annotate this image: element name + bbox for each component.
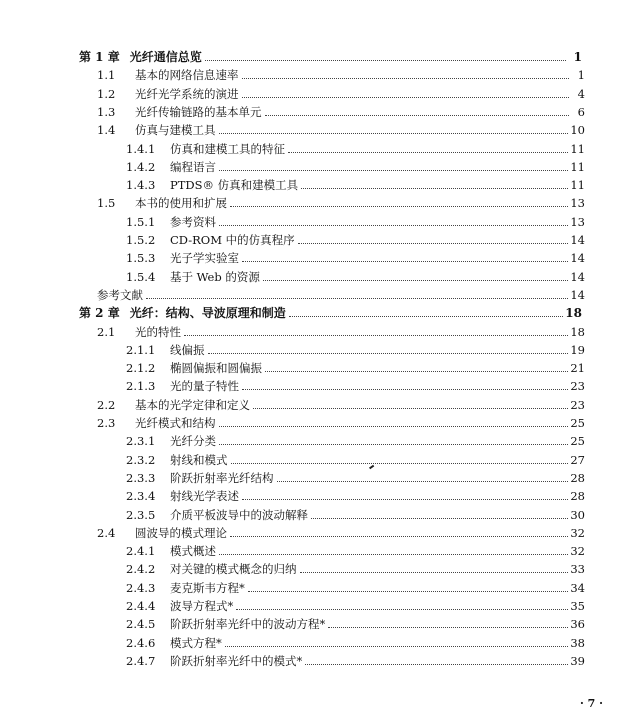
toc-entry-page: 19 [570, 342, 585, 357]
toc-entry [97, 321, 585, 339]
toc-entry-number: 2.4.1 [126, 544, 156, 559]
toc-entry-number: 1.3 [97, 104, 116, 119]
toc-entry-number: 1.4.1 [126, 141, 156, 156]
toc-entry-title: 圆波导的模式理论 [135, 525, 227, 540]
toc-entry-number: 2.3 [97, 416, 116, 430]
dot-leader [277, 481, 569, 482]
toc-entry-number: 2.3.3 [126, 470, 156, 485]
toc-entry-page: 18 [570, 324, 585, 339]
dot-leader [242, 97, 570, 98]
toc-entry-number: 第 1 章 [79, 50, 120, 64]
toc-entry-title: 波导方程式* [170, 599, 234, 613]
dot-leader [219, 444, 568, 445]
toc-entry-number: 2.1 [97, 324, 116, 339]
dot-leader [289, 316, 564, 317]
toc-entry-number: 1.5.3 [126, 251, 156, 266]
toc-entry-number: 1.1 [97, 68, 116, 83]
toc-entry [126, 504, 585, 522]
dot-leader [265, 371, 568, 372]
toc-entry-title: 模式概述 [170, 544, 216, 559]
toc-entry-title: 本书的使用和扩展 [135, 196, 227, 211]
dot-leader [184, 335, 568, 336]
toc-entry-number: 1.5.2 [126, 233, 156, 247]
toc-entry-title: 光的量子特性 [170, 379, 239, 394]
toc-entry-title: 麦克斯韦方程* [170, 580, 245, 595]
toc-entry-title: 阶跃折射率光纤结构 [170, 470, 274, 485]
toc-entry-page: 25 [570, 416, 585, 430]
toc-entry-page: 28 [570, 489, 585, 504]
dot-leader [230, 206, 568, 207]
toc-entry-number: 2.2 [97, 397, 116, 412]
dot-leader [146, 298, 568, 299]
dot-leader [298, 243, 569, 244]
toc-entry [97, 284, 585, 302]
toc-entry-title: 模式方程* [170, 635, 222, 650]
toc-entry-page: 32 [570, 525, 585, 540]
toc-entry-title: 基本的网络信息速率 [135, 68, 239, 83]
toc-entry-page: 1 [573, 50, 582, 64]
toc-entry [126, 577, 585, 595]
toc-entry [97, 83, 585, 101]
toc-entry-number: 2.4.2 [126, 562, 156, 577]
toc-entry-number: 2.4.6 [126, 635, 156, 650]
toc-entry [126, 595, 585, 613]
toc-entry-page: 14 [570, 251, 585, 266]
toc-entry [126, 156, 585, 174]
toc-entry-title: 光纤：结构、导波原理和制造 [129, 306, 286, 321]
dot-leader [248, 591, 569, 592]
toc-entry-number: 2.3.4 [126, 489, 156, 504]
dot-leader [219, 170, 568, 171]
dot-leader [230, 536, 568, 537]
toc-entry [126, 632, 585, 650]
toc-entry-page: 18 [565, 306, 582, 321]
toc-entry-page: 23 [570, 379, 585, 394]
toc-entry-number: 1.5 [97, 196, 116, 211]
toc-entry-title: PTDS® 仿真和建模工具 [170, 178, 299, 193]
toc-entry-page: 4 [577, 86, 585, 101]
toc-entry-number: 第 2 章 [79, 306, 120, 321]
dot-leader [305, 664, 568, 665]
toc-entry-page: 39 [570, 653, 585, 668]
dot-leader [219, 133, 569, 134]
toc-entry-number: 2.4.4 [126, 599, 156, 613]
dot-leader [219, 225, 568, 226]
toc-entry-number: 2.4.5 [126, 617, 156, 632]
toc-chapter-entry [79, 46, 582, 64]
toc-entry-page: 38 [570, 635, 585, 650]
toc-entry-number: 1.2 [97, 86, 116, 101]
toc-entry-page: 14 [570, 233, 585, 247]
toc-entry-page: 13 [570, 196, 585, 211]
toc-entry [97, 394, 585, 412]
toc-entry-title: 参考文献 [97, 287, 143, 302]
toc-entry-number: 1.5.1 [126, 214, 156, 229]
toc-entry [97, 412, 585, 430]
toc-entry-title: 光纤光学系统的演进 [135, 86, 239, 101]
toc-entry-page: 1 [577, 68, 585, 83]
toc-entry-title: 仿真与建模工具 [135, 123, 216, 138]
toc-entry [126, 430, 585, 448]
toc-entry [126, 375, 585, 393]
toc-entry [126, 266, 585, 284]
dot-leader [253, 408, 568, 409]
toc-entry-number: 1.4.2 [126, 159, 156, 174]
toc-entry-page: 10 [570, 123, 585, 138]
dot-leader [231, 463, 569, 464]
dot-leader [300, 572, 569, 573]
toc-entry-page: 35 [570, 599, 585, 613]
toc-entry-title: 光的特性 [135, 324, 181, 339]
toc-entry-title: 介质平板波导中的波动解释 [170, 507, 308, 522]
dot-leader [242, 389, 568, 390]
toc-entry [126, 650, 585, 668]
toc-entry [97, 101, 585, 119]
toc-entry-page: 33 [570, 562, 585, 577]
toc-entry-page: 6 [577, 104, 585, 119]
toc-entry-title: 光纤模式和结构 [135, 416, 216, 430]
toc-entry [126, 613, 585, 631]
toc-entry [97, 119, 585, 137]
toc-entry-page: 14 [570, 269, 585, 284]
dot-leader [242, 78, 570, 79]
toc-entry-title: 射线和模式 [170, 452, 228, 467]
dot-leader [265, 115, 570, 116]
dot-leader [219, 426, 569, 427]
toc-entry-title: 椭圆偏振和圆偏振 [170, 361, 262, 376]
dot-leader [236, 609, 568, 610]
toc-entry-page: 14 [570, 287, 585, 302]
toc-entry-title: 基本的光学定律和定义 [135, 397, 250, 412]
toc-entry [126, 138, 585, 156]
toc-entry-page: 21 [570, 361, 585, 376]
toc-entry [126, 211, 585, 229]
dot-leader [263, 280, 568, 281]
toc-entry-title: 对关键的模式概念的归纳 [170, 562, 297, 577]
toc-entry-page: 27 [570, 452, 585, 467]
toc-entry-page: 28 [570, 470, 585, 485]
toc-entry-page: 11 [570, 178, 585, 193]
dot-leader [242, 261, 568, 262]
toc-entry-page: 36 [570, 617, 585, 632]
toc-entry-page: 32 [570, 544, 585, 559]
toc-entry [126, 229, 585, 247]
dot-leader [242, 499, 568, 500]
toc-entry-number: 2.4.3 [126, 580, 156, 595]
toc-entry-number: 2.1.3 [126, 379, 156, 394]
toc-entry-title: 编程语言 [170, 159, 216, 174]
toc-entry-number: 1.4 [97, 123, 116, 138]
toc-entry-number: 2.1.1 [126, 342, 156, 357]
toc-entry-number: 2.3.5 [126, 507, 156, 522]
toc-entry-title: 阶跃折射率光纤中的模式* [170, 653, 303, 668]
toc-chapter-entry [79, 302, 582, 320]
toc-entry-number: 2.3.1 [126, 434, 156, 449]
dot-leader [328, 627, 568, 628]
toc-entry-page: 11 [570, 159, 585, 174]
toc-entry-title: 参考资料 [170, 214, 216, 229]
dot-leader [301, 188, 568, 189]
toc-entry-number: 2.3.2 [126, 452, 156, 467]
toc-entry-title: 阶跃折射率光纤中的波动方程* [170, 617, 326, 632]
toc-entry [97, 192, 585, 210]
toc-entry [97, 522, 585, 540]
dot-leader [288, 152, 568, 153]
toc-entry-title: 基于 Web 的资源 [170, 269, 260, 284]
dot-leader [208, 353, 569, 354]
dot-leader [219, 554, 568, 555]
toc-entry-page: 25 [570, 434, 585, 449]
toc-entry-title: 射线光学表述 [170, 489, 239, 504]
dot-leader [205, 60, 566, 61]
toc-entry-page: 34 [570, 580, 585, 595]
toc-entry [126, 467, 585, 485]
toc-entry-number: 2.4.7 [126, 653, 156, 668]
toc-entry [126, 247, 585, 265]
toc-entry-number: 2.4 [97, 525, 116, 540]
toc-entry-title: CD-ROM 中的仿真程序 [170, 233, 295, 247]
toc-entry-page: 13 [570, 214, 585, 229]
toc-entry-page: 23 [570, 397, 585, 412]
toc-entry-title: 线偏振 [170, 342, 205, 357]
toc-entry-title: 光纤分类 [170, 434, 216, 449]
dot-leader [311, 518, 568, 519]
toc-entry [126, 449, 585, 467]
toc-entry-number: 2.1.2 [126, 361, 156, 376]
toc-entry [126, 485, 585, 503]
toc-entry-title: 光纤通信总览 [129, 50, 202, 64]
toc-entry-title: 光子学实验室 [170, 251, 239, 266]
toc-entry [97, 64, 585, 82]
toc-entry-number: 1.4.3 [126, 178, 156, 193]
toc-entry-page: 30 [570, 507, 585, 522]
toc-entry [126, 558, 585, 576]
dot-leader [225, 646, 569, 647]
toc-entry-title: 光纤传输链路的基本单元 [135, 104, 262, 119]
toc-entry-page: 11 [570, 141, 585, 156]
page-number: · 7 · [580, 697, 603, 710]
toc-entry-title: 仿真和建模工具的特征 [170, 141, 285, 156]
toc-entry [126, 174, 585, 192]
toc-entry [126, 339, 585, 357]
toc-entry [126, 540, 585, 558]
toc-entry-number: 1.5.4 [126, 269, 156, 284]
toc-entry [126, 357, 585, 375]
